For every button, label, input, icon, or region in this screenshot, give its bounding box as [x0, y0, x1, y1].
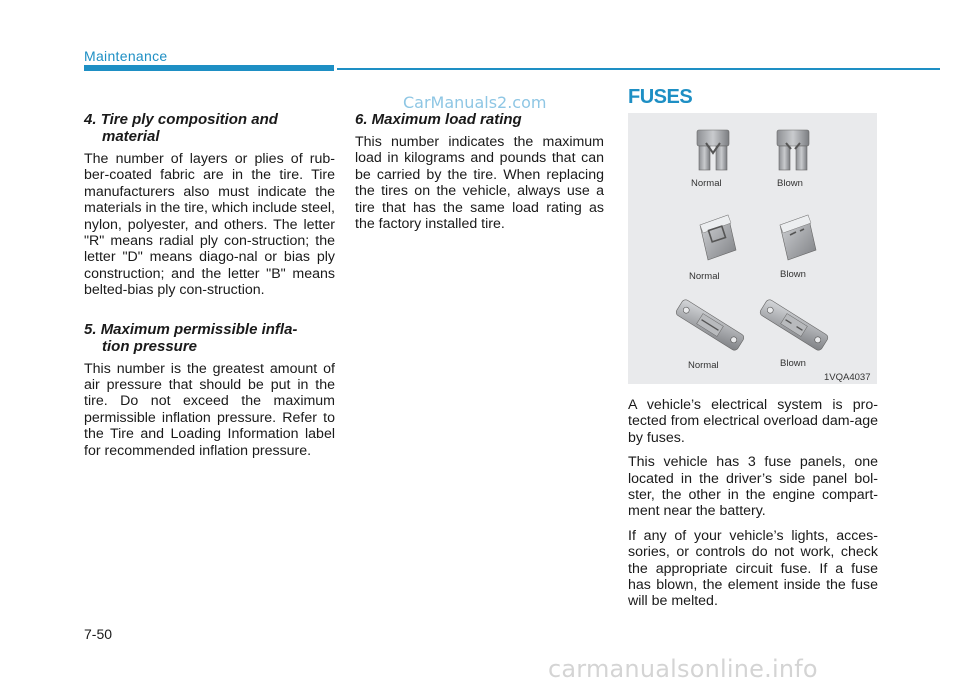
paragraph-fuses-intro: A vehicle’s electrical system is pro-tected from electrical overload dam-age by fuses.	[628, 397, 878, 446]
paragraph-fuse-panels: This vehicle has 3 fuse panels, one located in the driver’s side panel bol-ster, the other in the engine compart-ment near the battery.	[628, 454, 878, 520]
fuses-title: FUSES	[628, 86, 693, 108]
cartridge-fuse-normal-icon	[700, 215, 736, 260]
blade-fuse-normal-icon	[697, 130, 729, 170]
heading-text-cont: material	[102, 128, 160, 145]
label-normal: Normal	[691, 178, 722, 189]
label-blown: Blown	[780, 358, 806, 369]
heading-number: 4.	[84, 111, 97, 128]
heading-max-inflation	[84, 321, 335, 355]
paragraph-max-load: This number indicates the maximum load in kilograms and pounds that can be carried by the tire. When replacing the tires on the vehicle, always use a tire that has the same load rating as the factory installed tire.	[355, 134, 604, 233]
heading-text-cont: tion pressure	[102, 337, 198, 355]
fuse-drawings	[628, 113, 877, 384]
label-blown: Blown	[777, 178, 803, 189]
column-middle	[355, 111, 604, 240]
page-number: 7-50	[84, 626, 113, 642]
label-normal: Normal	[688, 360, 719, 371]
section-label: Maintenance	[84, 48, 168, 64]
multi-fuse-normal-icon	[675, 298, 746, 351]
watermark-bottom: carmanualsonline.info	[548, 655, 818, 683]
heading-number: 5.	[84, 320, 97, 338]
paragraph-fuse-check: If any of your vehicle’s lights, acces-sories, or controls do not work, check the appropriate circuit fuse. If a fuse has blown, the element inside the fuse will be melted.	[628, 527, 878, 610]
paragraph-max-inflation: This number is the greatest amount of air pressure that should be put in the tire. Do not exceed the maximum permissible inflation pressure. Refer to the Tire and Loading Information label for recommended inflation pressure.	[84, 360, 335, 459]
label-blown: Blown	[780, 269, 806, 280]
heading-max-load: 6. Maximum load rating	[355, 111, 522, 128]
multi-fuse-blown-icon	[759, 298, 830, 351]
cartridge-fuse-blown-icon	[780, 215, 816, 260]
blade-fuse-blown-icon	[777, 130, 809, 170]
column-left	[84, 111, 335, 467]
watermark-top: CarManuals2.com	[403, 93, 547, 112]
figure-code: 1VQA4037	[824, 372, 871, 383]
heading-text: Tire ply composition and	[100, 111, 278, 128]
heading-tire-ply	[84, 111, 335, 145]
label-normal: Normal	[689, 271, 720, 282]
column-right	[628, 397, 878, 618]
fuse-illustration	[628, 113, 877, 384]
header-rule-thin	[337, 68, 940, 70]
paragraph-tire-ply: The number of layers or plies of rub-ber-coated fabric are in the tire. Tire manufacturers also must indicate the materials in the tire, which include steel, nylon, polyester, and others. The letter "R" means radial ply con-struction; the letter "D" means diago-nal or bias ply construction; and the letter "B" means belted-bias ply con-struction.	[84, 151, 335, 299]
header-rule-thick	[84, 65, 334, 71]
heading-text: Maximum permissible infla-	[100, 320, 298, 338]
